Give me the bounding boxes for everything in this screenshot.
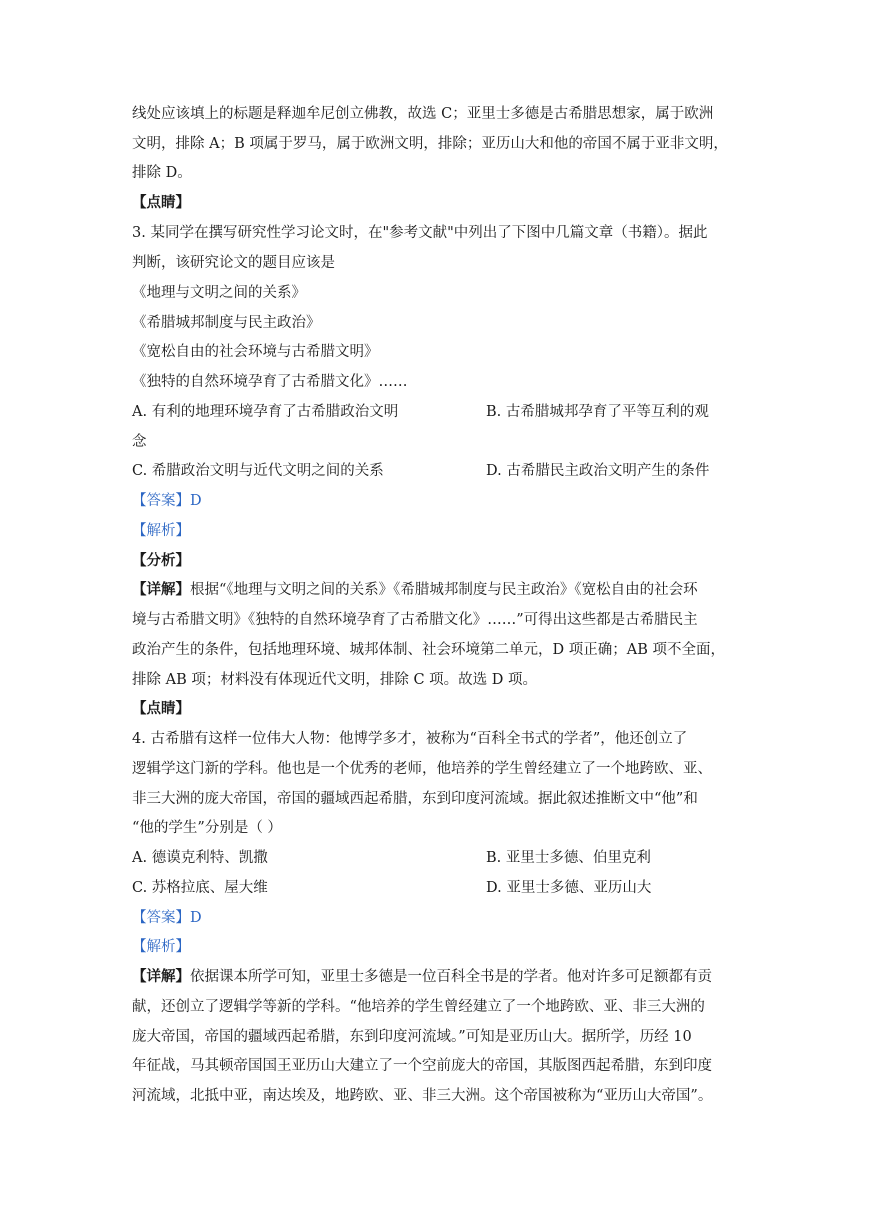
detail-line: 年征战，马其顿帝国国王亚历山大建立了一个空前庞大的帝国，其版图西起希腊，东到印度 bbox=[132, 1058, 712, 1074]
detail-text: 依据课本所学可知，亚里士多德是一位百科全书是的学者。他对许多可足额都有贡 bbox=[190, 969, 712, 985]
option-d: D. 古希腊民主政治文明产生的条件 bbox=[486, 463, 710, 479]
question-4-stem: “他的学生”分别是（ ） bbox=[132, 820, 282, 836]
option-b: B. 古希腊城邦孕育了平等互利的观 bbox=[486, 404, 709, 420]
detail-line bbox=[132, 580, 772, 600]
question-4-stem: 4. 古希腊有这样一位伟大人物：他博学多才，被称为“百科全书式的学者”，他还创立了 bbox=[132, 731, 688, 747]
section-label-fenxi: 【分析】 bbox=[132, 552, 190, 569]
detail-line: 庞大帝国，帝国的疆域西起希腊，东到印度河流域。”可知是亚历山大。据所学，历经 10 bbox=[132, 1029, 692, 1045]
option-d: D. 亚里士多德、亚历山大 bbox=[486, 880, 652, 896]
option-a: A. 有利的地理环境孕育了古希腊政治文明 bbox=[132, 404, 399, 420]
detail-line: 排除 AB 项；材料没有体现近代文明，排除 C 项。故选 D 项。 bbox=[132, 672, 537, 688]
text-line: 文明，排除 A；B 项属于罗马，属于欧洲文明，排除；亚历山大和他的帝国不属于亚非文明， bbox=[132, 136, 728, 152]
option-c: C. 苏格拉底、屋大维 bbox=[132, 880, 268, 896]
analysis-label: 【解析】 bbox=[132, 523, 190, 539]
question-3-stem: 3. 某同学在撰写研究性学习论文时，在"参考文献"中列出了下图中几篇文章（书籍）。据此 bbox=[132, 225, 708, 241]
reference-item: 《独特的自然环境孕育了古希腊文化》…… bbox=[132, 374, 408, 390]
detail-text: 根据“《地理与文明之间的关系》《希腊城邦制度与民主政治》《宽松自由的社会环 bbox=[190, 582, 698, 598]
detail-line: 政治产生的条件，包括地理环境、城邦体制、社会环境第二单元，D 项正确；AB 项不全面， bbox=[132, 642, 725, 658]
detail-line bbox=[132, 967, 772, 987]
question-3-stem: 判断，该研究论文的题目应该是 bbox=[132, 255, 335, 271]
question-4-stem: 非三大洲的庞大帝国，帝国的疆域西起希腊，东到印度河流域。据此叙述推断文中“他”和 bbox=[132, 791, 698, 807]
option-b: B. 亚里士多德、伯里克利 bbox=[486, 850, 651, 866]
detail-line: 河流域，北抵中亚，南达埃及，地跨欧、亚、非三大洲。这个帝国被称为“亚历山大帝国”。 bbox=[132, 1088, 713, 1104]
detail-label: 【详解】 bbox=[132, 581, 190, 598]
option-c: C. 希腊政治文明与近代文明之间的关系 bbox=[132, 463, 384, 479]
detail-label: 【详解】 bbox=[132, 968, 190, 985]
section-label-dianjing: 【点睛】 bbox=[132, 194, 190, 211]
reference-item: 《宽松自由的社会环境与古希腊文明》 bbox=[132, 344, 379, 360]
reference-item: 《地理与文明之间的关系》 bbox=[132, 285, 306, 301]
section-label-dianjing: 【点睛】 bbox=[132, 700, 190, 717]
detail-line: 献，还创立了逻辑学等新的学科。“他培养的学生曾经建立了一个地跨欧、亚、非三大洲的 bbox=[132, 999, 705, 1015]
answer-label: 【答案】D bbox=[132, 493, 202, 509]
answer-label: 【答案】D bbox=[132, 910, 202, 926]
analysis-label: 【解析】 bbox=[132, 939, 190, 955]
text-line: 排除 D。 bbox=[132, 165, 192, 181]
reference-item: 《希腊城邦制度与民主政治》 bbox=[132, 315, 321, 331]
detail-line: 境与古希腊文明》《独特的自然环境孕育了古希腊文化》……”可得出这些都是古希腊民主 bbox=[132, 612, 698, 628]
question-4-stem: 逻辑学这门新的学科。他也是一个优秀的老师，他培养的学生曾经建立了一个地跨欧、亚、 bbox=[132, 761, 712, 777]
option-b-continued: 念 bbox=[132, 434, 147, 450]
text-line: 线处应该填上的标题是释迦牟尼创立佛教，故选 C；亚里士多德是古希腊思想家，属于欧洲 bbox=[132, 106, 714, 122]
option-a: A. 德谟克利特、凯撒 bbox=[132, 850, 268, 866]
